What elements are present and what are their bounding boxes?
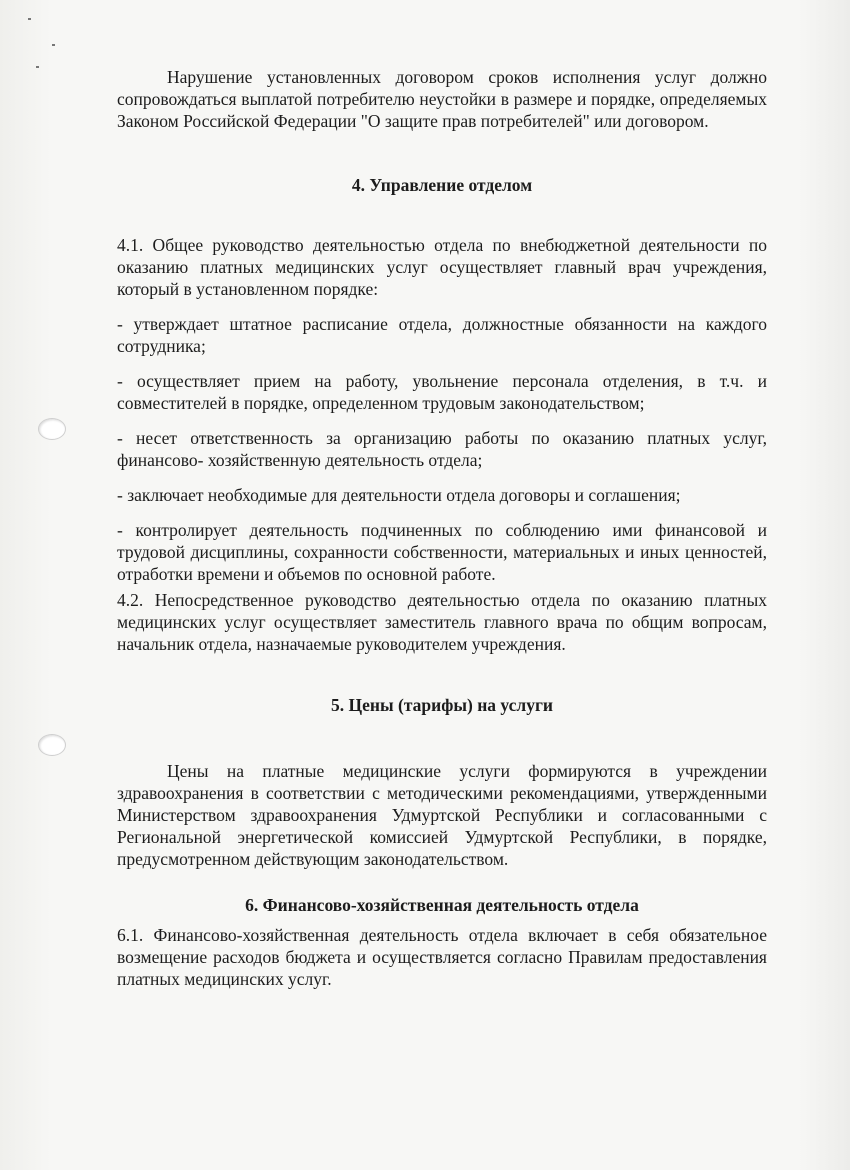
punch-hole [38,734,66,756]
document-body [117,66,767,990]
section-5-title: 5. Цены (тарифы) на услуги [331,695,553,715]
section-6-title: 6. Финансово-хозяйственная деятельность отдела [245,895,639,915]
scan-mark [36,66,39,68]
section-4-title: 4. Управление отделом [351,175,533,195]
duty-item: - несет ответственность за организацию работы по оказанию платных услуг, финансово- хозяйственную деятельность отдела; [117,428,767,470]
duty-item: - контролирует деятельность подчиненных по соблюдению ими финансовой и трудовой дисциплины, сохранности собственности, материальных и иных ценностей, отработки времени и объемов по основной работе. [117,520,767,584]
section-4-1-paragraph: 4.1. Общее руководство деятельностью отдела по внебюджетной деятельности по оказанию платных медицинских услуг осуществляет главный врач учреждения, который в установленном порядке: [117,235,767,299]
duty-item: - заключает необходимые для деятельности отдела договоры и соглашения; [117,485,681,505]
section-5-paragraph: Цены на платные медицинские услуги формируются в учреждении здравоохранения в соответствии с методическими рекомендациями, утвержденными Министерством здравоохранения Удмуртской Республики и согласованными с Региональной энергетической комиссией Удмуртской Республики, в порядке, предусмотренном действующим законодательством. [117,761,767,869]
intro-paragraph: Нарушение установленных договором сроков исполнения услуг должно сопровождаться выплатой потребителю неустойки в размере и порядке, определяемых Законом Российской Федерации "О защите прав потребителей" или договором. [117,67,767,131]
section-6-1-paragraph: 6.1. Финансово-хозяйственная деятельность отдела включает в себя обязательное возмещение расходов бюджета и осуществляется согласно Правилам предоставления платных медицинских услуг. [117,925,767,989]
duty-item: - утверждает штатное расписание отдела, должностные обязанности на каждого сотрудника; [117,314,767,356]
scan-mark [28,18,31,20]
punch-hole [38,418,66,440]
duty-item: - осуществляет прием на работу, увольнение персонала отделения, в т.ч. и совместителей в порядке, определенном трудовым законодательством; [117,371,767,413]
scan-mark [52,44,55,46]
section-4-2-paragraph: 4.2. Непосредственное руководство деятельностью отдела по оказанию платных медицинских услуг осуществляет заместитель главного врача по общим вопросам, начальник отдела, назначаемые руководителем учреждения. [117,590,767,654]
